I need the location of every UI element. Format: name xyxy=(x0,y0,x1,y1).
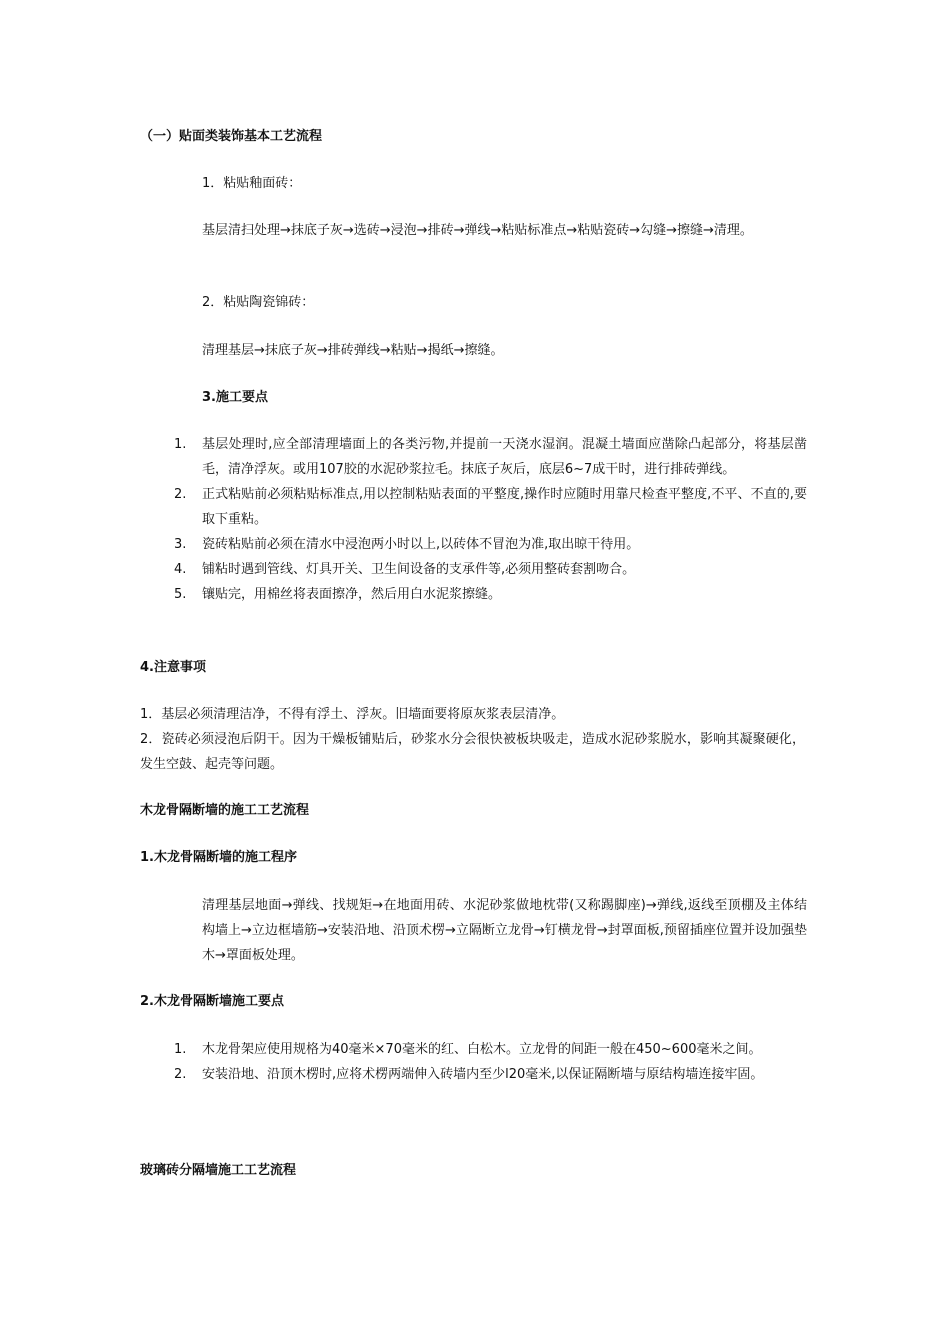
list-item: 1. 基层处理时,应全部清理墙面上的各类污物,并提前一天浇水湿润。混凝土墙面应凿除凸起部分，将基层凿毛，清净浮灰。或用107胶的水泥砂浆拉毛。抹底子灰后，底层6~7成干时，进行排砖弹线。 xyxy=(174,437,807,477)
partition-points-list xyxy=(174,1037,807,1087)
construction-points-list xyxy=(174,432,807,607)
list-item: 2. 安装沿地、沿顶木楞时,应将术楞两端伸入砖墙内至少l20毫米,以保证隔断墙与原结构墙连接牢固。 xyxy=(174,1067,764,1082)
item-heading: 2．粘贴陶瓷锦砖： xyxy=(202,295,315,310)
list-item: 1. 木龙骨架应使用规格为40毫米×70毫米的红、白松木。立龙骨的间距一般在450~600毫米之间。 xyxy=(174,1042,762,1057)
list-item: 3. 瓷砖粘贴前必须在清水中浸泡两小时以上,以砖体不冒泡为准,取出晾干待用。 xyxy=(174,537,640,552)
subheading: 4.注意事项 xyxy=(140,660,206,675)
list-item: 4. 铺粘时遇到管线、灯具开关、卫生间设备的支承件等,必须用整砖套割吻合。 xyxy=(174,562,636,577)
section-title: 玻璃砖分隔墙施工工艺流程 xyxy=(140,1163,297,1178)
item-heading: 1．粘贴釉面砖： xyxy=(202,176,302,191)
subheading: 1.木龙骨隔断墙的施工程序 xyxy=(140,850,297,865)
subheading: 3.施工要点 xyxy=(202,390,268,405)
list-item: 2. 正式粘贴前必须粘贴标准点,用以控制粘贴表面的平整度,操作时应随时用靠尺检查平整度,不平、不直的,要取下重粘。 xyxy=(174,487,807,527)
paragraph: 清理基层地面→弹线、找规矩→在地面用砖、水泥砂浆做地枕带(又称踢脚座)→弹线,返线至顶棚及主体结构墙上→立边框墙筋→安装沿地、沿顶术楞→立隔断立龙骨→钉横龙骨→封罩面板,预留插座位置并设加强垫木→罩面板处理。 xyxy=(202,898,807,963)
section-title: 木龙骨隔断墙的施工工艺流程 xyxy=(140,803,310,818)
paragraph: 2．瓷砖必须浸泡后阴干。因为干燥板铺贴后，砂浆水分会很快被板块吸走，造成水泥砂浆脱水，影响其凝聚硬化，发生空鼓、起壳等问题。 xyxy=(140,732,805,772)
paragraph: 1．基层必须清理洁净，不得有浮土、浮灰。旧墙面要将原灰浆表层清净。 xyxy=(140,707,565,722)
list-item: 5. 镶贴完，用棉丝将表面擦净，然后用白水泥浆擦缝。 xyxy=(174,587,502,602)
section-title: （一）贴面类装饰基本工艺流程 xyxy=(140,129,323,144)
paragraph: 基层清扫处理→抹底子灰→选砖→浸泡→排砖→弹线→粘贴标准点→粘贴瓷砖→勾缝→擦缝→清理。 xyxy=(202,223,753,238)
paragraph: 清理基层→抹底子灰→排砖弹线→粘贴→揭纸→擦缝。 xyxy=(202,343,504,358)
subheading: 2.木龙骨隔断墙施工要点 xyxy=(140,994,284,1009)
